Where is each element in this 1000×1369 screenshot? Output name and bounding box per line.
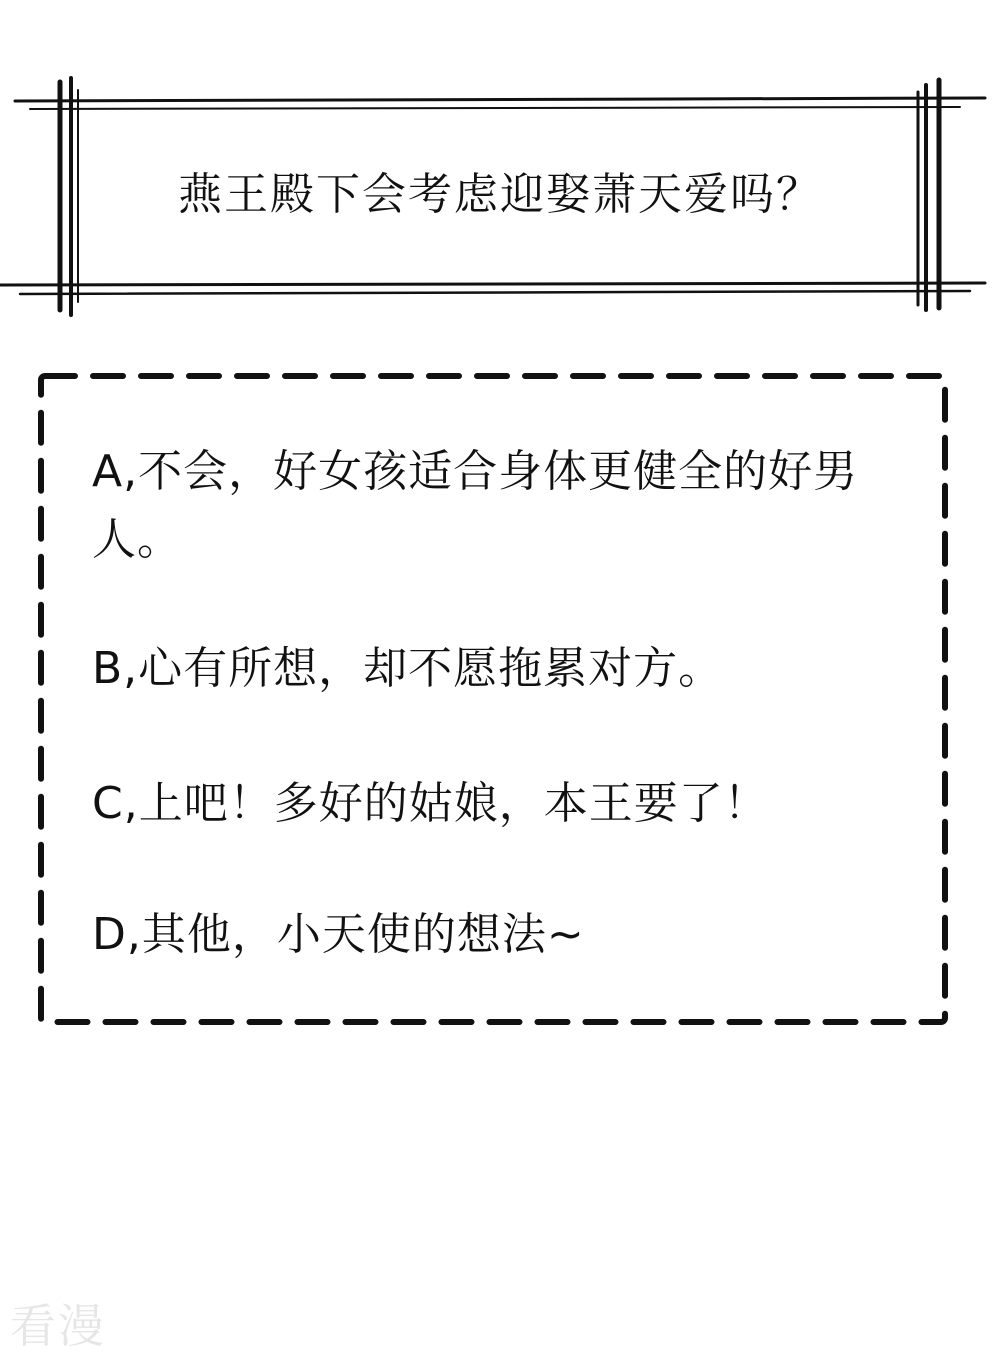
question-title: 燕王殿下会考虑迎娶萧天爱吗？ bbox=[178, 169, 822, 220]
option-d: D,其他，小天使的想法~ bbox=[92, 909, 585, 960]
watermark-logo: 看漫 bbox=[10, 1299, 106, 1353]
question-frame bbox=[0, 70, 1000, 320]
option-c: C,上吧！多好的姑娘，本王要了！ bbox=[92, 778, 769, 829]
option-a: A,不会，好女孩适合身体更健全的好男人。 bbox=[92, 446, 859, 565]
options-panel bbox=[38, 373, 948, 1025]
option-b: B,心有所想，却不愿拖累对方。 bbox=[92, 643, 724, 694]
